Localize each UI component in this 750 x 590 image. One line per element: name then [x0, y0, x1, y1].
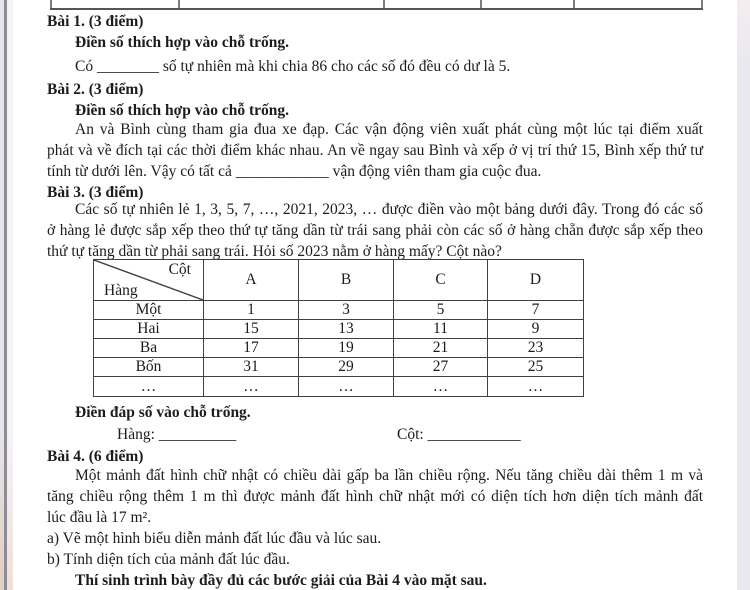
table-corner-cell [94, 260, 204, 301]
paragraph-line: Các số tự nhiên lẻ 1, 3, 5, 7, …, 2021, 2023, … được điền vào một bảng dưới đây. Trong đó các số [75, 201, 703, 218]
bai4-item-a: a) Vẽ một hình biểu diễn mảnh đất lúc đầu và lúc sau. [47, 530, 382, 547]
table-cell: 1 [204, 301, 299, 320]
paragraph-line: phát và về đích tại các thời điểm khác nhau. An về ngay sau Bình và xếp ở vị trí thứ 15, Bình xếp thứ tư [47, 141, 703, 159]
table-cell: 3 [299, 301, 394, 320]
paragraph-line: Một mảnh đất hình chữ nhật có chiều dài gấp ba lần chiều rộng. Nếu tăng chiều dài thêm 1 m và [75, 467, 703, 484]
paragraph-line: lúc đầu là 17 m². [47, 508, 152, 526]
bai1-fill-line: Có ________ số tự nhiên mà khi chia 86 cho các số đó đều có dư là 5. [75, 58, 511, 75]
row-label: Hai [94, 320, 204, 339]
table-cell: 17 [204, 339, 299, 358]
table-cell: 25 [488, 358, 584, 377]
corner-label-hang: Hàng [104, 282, 138, 299]
bai3-heading: Bài 3. (3 điểm) [47, 184, 144, 201]
table-cell: … [204, 377, 299, 397]
column-header: D [488, 260, 584, 301]
paragraph-line: thứ tự tăng dần từ phải sang trái. Hỏi số 2023 nằm ở hàng mấy? Cột nào? [47, 242, 502, 260]
bai3-answer-hang: Hàng: __________ [117, 426, 237, 443]
table-header-row [94, 260, 584, 301]
paragraph-line: ở hàng lẻ được sắp xếp theo thứ tự tăng dần từ trái sang phải còn các số ở hàng chẵn được sắp xếp theo [47, 221, 703, 239]
corner-label-cot: Cột [168, 261, 191, 278]
bai1-heading: Bài 1. (3 điểm) [47, 13, 144, 30]
bai3-paragraph [47, 200, 703, 262]
row-label: Ba [94, 339, 204, 358]
table-row [94, 301, 584, 320]
fragment-divider [701, 0, 703, 8]
paragraph-line: tăng chiều rộng thêm 1 m thì được mảnh đất hình chữ nhật mới có diện tích hơn diện tích mảnh đất [47, 487, 703, 505]
bai2-paragraph [47, 120, 703, 182]
table-cell: 19 [299, 339, 394, 358]
table-row [94, 358, 584, 377]
bai4-paragraph [47, 466, 703, 528]
row-label: Bốn [94, 358, 204, 377]
bai2-heading: Bài 2. (3 điểm) [47, 81, 144, 98]
fragment-divider [573, 0, 575, 8]
paragraph-line: tính từ dưới lên. Vậy có tất cả ____________ vận động viên tham gia cuộc đua. [47, 162, 542, 180]
page-left-edge-inner [7, 0, 13, 590]
column-header: A [204, 260, 299, 301]
bai1-subheading: Điền số thích hợp vào chỗ trống. [75, 34, 289, 51]
table-cell: 31 [204, 358, 299, 377]
bai2-subheading: Điền số thích hợp vào chỗ trống. [75, 102, 289, 119]
table-cell: … [394, 377, 488, 397]
fragment-divider [178, 0, 180, 8]
fragment-divider [383, 0, 385, 8]
table-cell: 15 [204, 320, 299, 339]
bai4-heading: Bài 4. (6 điểm) [47, 448, 144, 465]
table-cell: … [488, 377, 584, 397]
table-cell: 5 [394, 301, 488, 320]
table-row [94, 377, 584, 397]
column-header: C [394, 260, 488, 301]
bai4-item-b: b) Tính diện tích của mảnh đất lúc đầu. [47, 551, 290, 568]
bai3-answer-heading: Điền đáp số vào chỗ trống. [75, 404, 251, 421]
row-label: Một [94, 301, 204, 320]
top-table-fragment [50, 0, 703, 10]
table-cell: 13 [299, 320, 394, 339]
fragment-divider [480, 0, 482, 8]
table-cell: 11 [394, 320, 488, 339]
bai4-note: Thí sinh trình bày đầy đủ các bước giải của Bài 4 vào mặt sau. [75, 572, 487, 589]
bai3-table [93, 259, 584, 397]
column-header: B [299, 260, 394, 301]
table-cell: 7 [488, 301, 584, 320]
table-row [94, 320, 584, 339]
table-cell: … [299, 377, 394, 397]
paragraph-line: An và Bình cùng tham gia đua xe đạp. Các vận động viên xuất phát cùng một lúc tại điểm xuất [75, 121, 703, 138]
table-cell: 9 [488, 320, 584, 339]
page-right-edge [737, 0, 750, 590]
bai3-answer-cot: Cột: ____________ [397, 426, 521, 443]
table-cell: 27 [394, 358, 488, 377]
row-label: … [94, 377, 204, 397]
table-cell: 23 [488, 339, 584, 358]
table-cell: 21 [394, 339, 488, 358]
fragment-divider [50, 0, 52, 8]
table-row [94, 339, 584, 358]
table-cell: 29 [299, 358, 394, 377]
